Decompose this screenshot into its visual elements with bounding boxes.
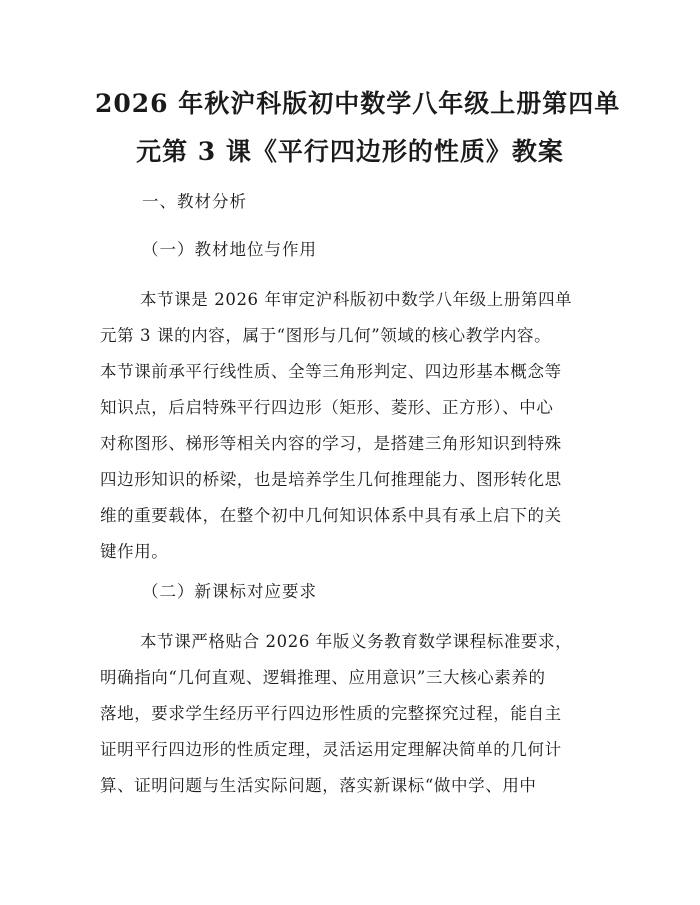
paragraph-line: 对称图形、梯形等相关内容的学习，是搭建三角形知识到特殊 [100,434,562,453]
paragraph-line: 元第 3 课的内容，属于“图形与几何”领域的核心教学内容。 [100,326,552,345]
section-heading: 一、教材分析 [142,192,247,211]
paragraph-line: 落地，要求学生经历平行四边形性质的完整探究过程，能自主 [100,704,562,723]
paragraph-line: 知识点，后启特殊平行四边形（矩形、菱形、正方形）、中心 [100,398,554,417]
subsection-heading: （一）教材地位与作用 [142,240,317,259]
document-title [95,80,621,176]
subsection-heading: （二）新课标对应要求 [142,582,317,601]
paragraph-line: 明确指向“几何直观、逻辑推理、应用意识”三大核心素养的 [100,668,546,687]
paragraph-role-and-position [100,282,605,570]
paragraph-line: 算、证明问题与生活实际问题，落实新课标“做中学、用中 [100,776,537,795]
paragraph-line: 维的重要载体，在整个初中几何知识体系中具有承上启下的关 [100,506,562,525]
paragraph-line: 键作用。 [100,542,169,561]
paragraph-curriculum-requirements [100,624,605,804]
paragraph-line: 本节课前承平行线性质、全等三角形判定、四边形基本概念等 [100,362,562,381]
paragraph-line: 证明平行四边形的性质定理，灵活运用定理解决简单的几何计 [100,740,562,759]
paragraph-line: 四边形知识的桥梁，也是培养学生几何推理能力、图形转化思 [100,470,562,489]
paragraph-line: 本节课严格贴合 2026 年版义务教育数学课程标准要求， [140,632,573,651]
paragraph-line: 本节课是 2026 年审定沪科版初中数学八年级上册第四单 [140,290,573,309]
title-line: 元第 3 课《平行四边形的性质》教案 [136,137,564,166]
title-line: 2026 年秋沪科版初中数学八年级上册第四单 [95,89,621,118]
